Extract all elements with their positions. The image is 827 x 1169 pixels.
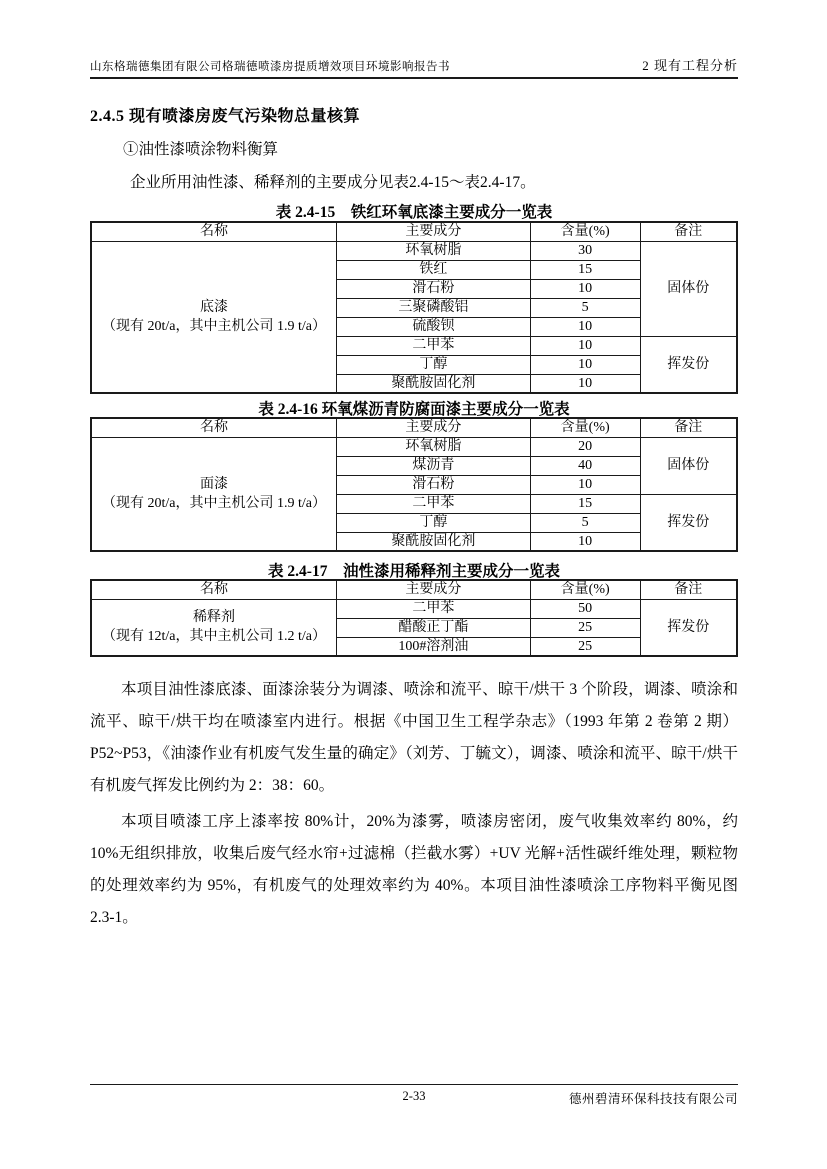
col-header-component: 主要成分 [336, 580, 530, 599]
paint-name: 底漆 [199, 299, 228, 315]
table-header-row [91, 418, 737, 437]
paint-name-detail: （现有 12t/a，其中主机公司 1.2 t/a） [101, 629, 326, 645]
component-cell: 滑石粉 [336, 279, 530, 298]
table-2-4-17 [90, 579, 738, 657]
table-caption-2-4-15: 表 2.4-15 铁红环氧底漆主要成分一览表 [275, 204, 553, 221]
col-header-content: 含量(%) [530, 580, 640, 599]
table-2-4-15 [90, 221, 738, 394]
content-cell: 10 [530, 475, 640, 494]
content-cell: 10 [530, 374, 640, 393]
paint-name-detail: （现有 20t/a，其中主机公司 1.9 t/a） [101, 318, 326, 334]
content-cell: 10 [530, 336, 640, 355]
col-header-remark: 备注 [640, 418, 737, 437]
page-footer [90, 1084, 738, 1106]
content-cell: 20 [530, 437, 640, 456]
table-row [91, 241, 737, 260]
remark-cell-volatile: 挥发份 [640, 336, 737, 393]
header-report-title: 山东格瑞德集团有限公司格瑞德喷漆房提质增效项目环境影响报告书 [90, 61, 450, 73]
col-header-component: 主要成分 [336, 222, 530, 241]
paint-name: 稀释剂 [192, 610, 235, 626]
content-cell: 5 [530, 513, 640, 532]
remark-cell-volatile: 挥发份 [640, 599, 737, 656]
component-cell: 环氧树脂 [336, 241, 530, 260]
component-cell: 三聚磷酸铝 [336, 298, 530, 317]
content-cell: 40 [530, 456, 640, 475]
component-cell: 滑石粉 [336, 475, 530, 494]
component-cell: 丁醇 [336, 355, 530, 374]
component-cell: 硫酸钡 [336, 317, 530, 336]
section-heading: 2.4.5 现有喷漆房废气污染物总量核算 [90, 108, 361, 125]
content-cell: 10 [530, 532, 640, 551]
component-cell: 丁醇 [336, 513, 530, 532]
table-caption-2-4-16: 表 2.4-16 环氧煤沥青防腐面漆主要成分一览表 [258, 401, 570, 418]
col-header-content: 含量(%) [530, 222, 640, 241]
footer-page-number: 2-33 [402, 1089, 426, 1103]
component-cell: 100#溶剂油 [336, 637, 530, 656]
col-header-content: 含量(%) [530, 418, 640, 437]
paint-name-cell [91, 599, 336, 656]
component-cell: 煤沥青 [336, 456, 530, 475]
table-row [91, 599, 737, 618]
component-cell: 二甲苯 [336, 599, 530, 618]
intro-sentence: 企业所用油性漆、稀释剂的主要成分见表2.4-15～表2.4-17。 [130, 174, 536, 191]
col-header-remark: 备注 [640, 222, 737, 241]
content-cell: 15 [530, 494, 640, 513]
table-row [91, 437, 737, 456]
table-header-row [91, 222, 737, 241]
col-header-remark: 备注 [640, 580, 737, 599]
content-cell: 10 [530, 279, 640, 298]
component-cell: 环氧树脂 [336, 437, 530, 456]
section-subheading: ①油性漆喷涂物料衡算 [123, 141, 279, 158]
paint-name: 面漆 [199, 476, 228, 492]
col-header-name: 名称 [91, 418, 336, 437]
page-header [90, 54, 738, 79]
component-cell: 铁红 [336, 260, 530, 279]
component-cell: 醋酸正丁酯 [336, 618, 530, 637]
content-cell: 5 [530, 298, 640, 317]
paint-name-cell [91, 241, 336, 393]
component-cell: 二甲苯 [336, 494, 530, 513]
content-cell: 15 [530, 260, 640, 279]
body-paragraph-2: 本项目喷漆工序上漆率按 80%计，20%为漆雾，喷漆房密闭，废气收集效率约 80%，约 10%无组织排放，收集后废气经水帘+过滤棉（拦截水雾）+UV 光解+活性碳纤维处理，颗粒物的处理效率约为 95%，有机废气的处理效率约为 40%。本项目油性漆喷涂工序物料平衡见图 2.3-1。 [90, 813, 738, 926]
content-cell: 25 [530, 637, 640, 656]
component-cell: 聚酰胺固化剂 [336, 374, 530, 393]
paint-name-cell [91, 437, 336, 551]
header-chapter-label: 2 现有工程分析 [642, 58, 738, 73]
paint-name-detail: （现有 20t/a，其中主机公司 1.9 t/a） [101, 495, 326, 511]
content-cell: 10 [530, 317, 640, 336]
remark-cell-volatile: 挥发份 [640, 494, 737, 551]
content-cell: 30 [530, 241, 640, 260]
table-header-row [91, 580, 737, 599]
table-2-4-16 [90, 417, 738, 552]
content-cell: 50 [530, 599, 640, 618]
content-cell: 10 [530, 355, 640, 374]
remark-cell-solid: 固体份 [640, 437, 737, 494]
component-cell: 二甲苯 [336, 336, 530, 355]
table-caption-2-4-17: 表 2.4-17 油性漆用稀释剂主要成分一览表 [268, 563, 560, 580]
body-paragraph-1: 本项目油性漆底漆、面漆涂装分为调漆、喷涂和流平、晾干/烘干 3 个阶段，调漆、喷涂和流平、晾干/烘干均在喷漆室内进行。根据《中国卫生工程学杂志》（1993 年第 2 卷第 2 期）P52~P53，《油漆作业有机废气发生量的确定》（刘芳、丁毓文），调漆、喷涂和流平、晾干/烘干有机废气挥发比例约为 2：38：60。 [90, 681, 738, 794]
col-header-component: 主要成分 [336, 418, 530, 437]
remark-cell-solid: 固体份 [640, 241, 737, 336]
content-cell: 25 [530, 618, 640, 637]
footer-company-name: 德州碧清环保科技技有限公司 [568, 1092, 738, 1106]
component-cell: 聚酰胺固化剂 [336, 532, 530, 551]
col-header-name: 名称 [91, 222, 336, 241]
col-header-name: 名称 [91, 580, 336, 599]
